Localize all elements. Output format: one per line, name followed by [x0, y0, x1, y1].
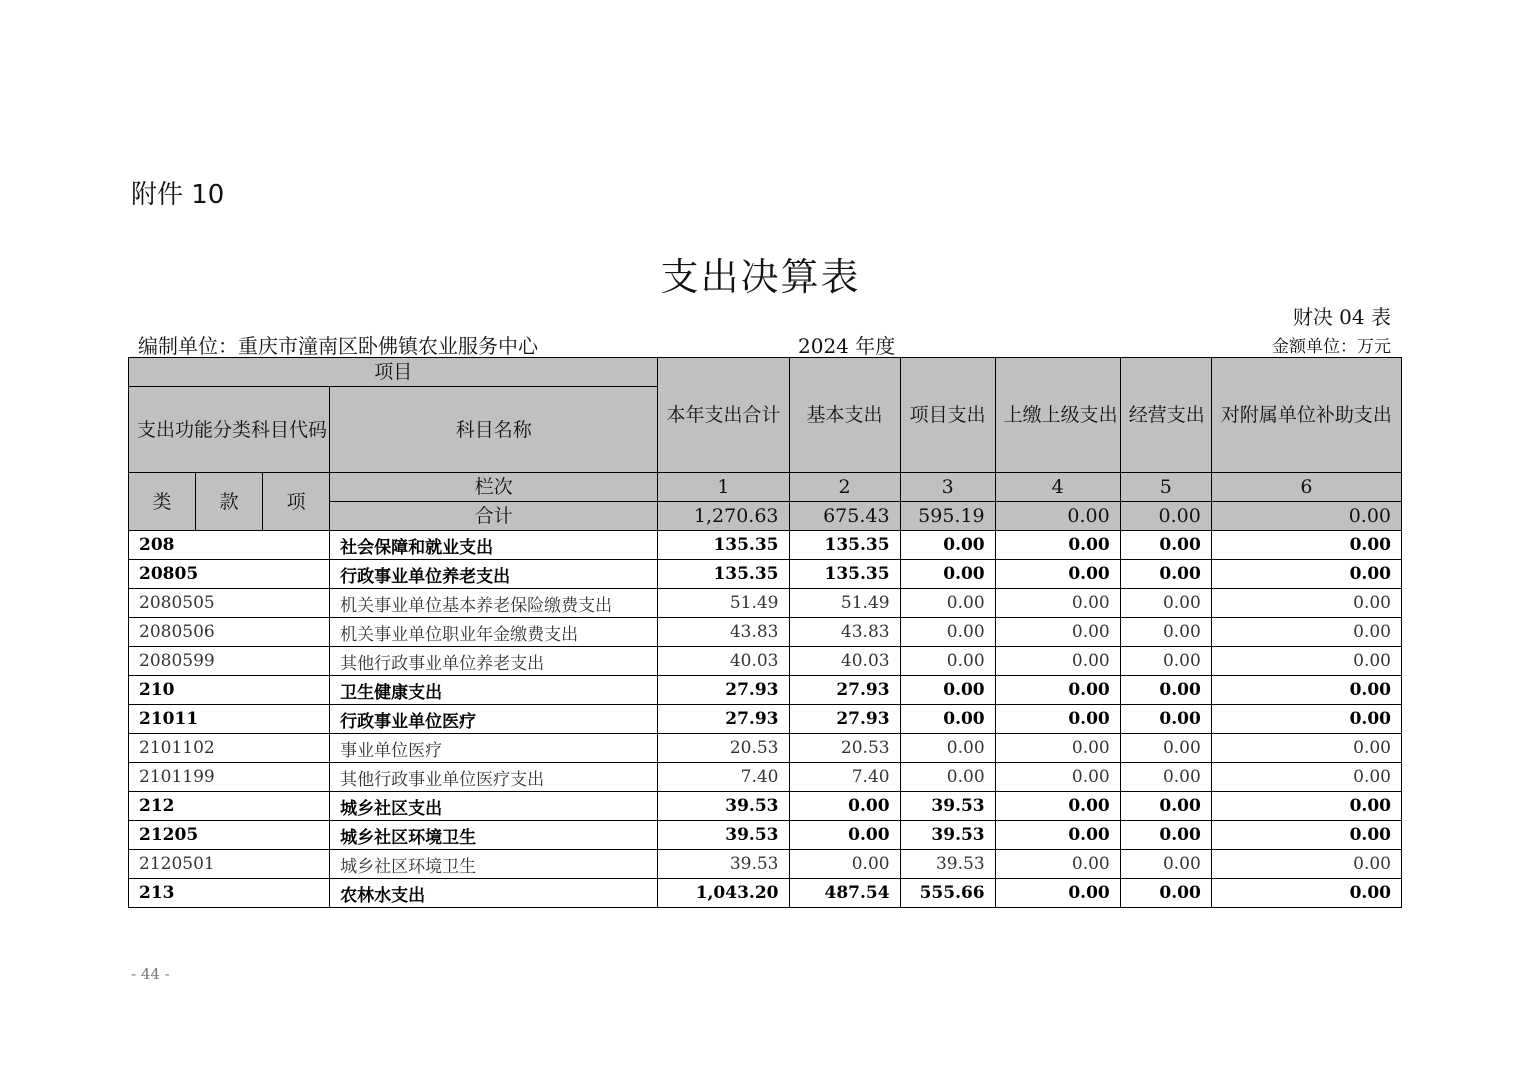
- row-value: 0.00: [995, 879, 1120, 908]
- table-row: [129, 531, 1402, 560]
- row-name: 其他行政事业单位养老支出: [330, 647, 658, 676]
- row-value: 20.53: [658, 734, 789, 763]
- header-n6: 6: [1211, 473, 1401, 502]
- row-value: 0.00: [995, 821, 1120, 850]
- row-value: 51.49: [658, 589, 789, 618]
- row-value: 0.00: [995, 763, 1120, 792]
- row-value: 0.00: [900, 560, 995, 589]
- row-value: 555.66: [900, 879, 995, 908]
- org-unit: 编制单位：重庆市潼南区卧佛镇农业服务中心: [138, 334, 538, 358]
- page-number: - 44 -: [131, 965, 170, 983]
- row-value: 39.53: [658, 821, 789, 850]
- row-code: 21205: [129, 821, 330, 850]
- row-value: 39.53: [900, 850, 995, 879]
- header-kuan: 款: [196, 473, 263, 531]
- header-n4: 4: [995, 473, 1120, 502]
- row-name: 卫生健康支出: [330, 676, 658, 705]
- total-value: 1,270.63: [658, 502, 789, 531]
- row-code: 20805: [129, 560, 330, 589]
- header-n5: 5: [1120, 473, 1211, 502]
- row-name: 农林水支出: [330, 879, 658, 908]
- row-name: 机关事业单位基本养老保险缴费支出: [330, 589, 658, 618]
- row-value: 0.00: [900, 763, 995, 792]
- row-value: 0.00: [1211, 763, 1401, 792]
- row-value: 0.00: [1120, 618, 1211, 647]
- row-name: 机关事业单位职业年金缴费支出: [330, 618, 658, 647]
- row-value: 43.83: [789, 618, 900, 647]
- row-value: 0.00: [1120, 792, 1211, 821]
- row-value: 0.00: [1211, 589, 1401, 618]
- row-value: 0.00: [995, 705, 1120, 734]
- row-value: 0.00: [995, 734, 1120, 763]
- row-code: 2080506: [129, 618, 330, 647]
- row-code: 210: [129, 676, 330, 705]
- row-value: 51.49: [789, 589, 900, 618]
- unit-line: [138, 330, 1391, 356]
- total-value: 0.00: [1211, 502, 1401, 531]
- total-label: 合计: [330, 502, 658, 531]
- page-title: 支出决算表: [660, 255, 861, 299]
- row-code: 2080599: [129, 647, 330, 676]
- row-value: 43.83: [658, 618, 789, 647]
- row-value: 0.00: [1120, 879, 1211, 908]
- row-value: 0.00: [789, 850, 900, 879]
- row-value: 39.53: [900, 821, 995, 850]
- row-value: 0.00: [900, 647, 995, 676]
- row-value: 0.00: [1211, 647, 1401, 676]
- row-value: 0.00: [1211, 531, 1401, 560]
- row-code: 2080505: [129, 589, 330, 618]
- header-func-code: 支出功能分类科目代码: [129, 387, 330, 473]
- row-value: 0.00: [1211, 560, 1401, 589]
- row-value: 40.03: [658, 647, 789, 676]
- row-value: 0.00: [789, 821, 900, 850]
- row-name: 其他行政事业单位医疗支出: [330, 763, 658, 792]
- row-code: 2101199: [129, 763, 330, 792]
- attachment-label: 附件 10: [131, 180, 225, 210]
- row-value: 27.93: [789, 705, 900, 734]
- table-row: [129, 676, 1402, 705]
- money-unit: 金额单位：万元: [1272, 337, 1391, 357]
- row-value: 0.00: [1120, 531, 1211, 560]
- row-value: 40.03: [789, 647, 900, 676]
- header-xiang: 项: [263, 473, 330, 531]
- row-value: 0.00: [1120, 763, 1211, 792]
- row-value: 0.00: [1211, 850, 1401, 879]
- row-value: 0.00: [1211, 676, 1401, 705]
- row-value: 39.53: [658, 792, 789, 821]
- row-name: 行政事业单位养老支出: [330, 560, 658, 589]
- row-name: 城乡社区支出: [330, 792, 658, 821]
- row-name: 事业单位医疗: [330, 734, 658, 763]
- header-col-business: 经营支出: [1120, 358, 1211, 473]
- row-value: 0.00: [1120, 705, 1211, 734]
- row-value: 0.00: [1120, 734, 1211, 763]
- row-value: 20.53: [789, 734, 900, 763]
- row-code: 2101102: [129, 734, 330, 763]
- row-value: 1,043.20: [658, 879, 789, 908]
- form-number: 财决 04 表: [1292, 305, 1391, 329]
- row-name: 行政事业单位医疗: [330, 705, 658, 734]
- row-name: 城乡社区环境卫生: [330, 850, 658, 879]
- row-code: 2120501: [129, 850, 330, 879]
- header-col-basic: 基本支出: [789, 358, 900, 473]
- table-body: [129, 531, 1402, 908]
- header-lei: 类: [129, 473, 196, 531]
- row-code: 21011: [129, 705, 330, 734]
- total-value: 595.19: [900, 502, 995, 531]
- row-value: 0.00: [995, 792, 1120, 821]
- row-value: 0.00: [995, 647, 1120, 676]
- row-code: 213: [129, 879, 330, 908]
- row-value: 0.00: [1120, 647, 1211, 676]
- row-value: 0.00: [900, 676, 995, 705]
- table-row: [129, 850, 1402, 879]
- row-value: 27.93: [658, 676, 789, 705]
- row-value: 135.35: [789, 531, 900, 560]
- table-row: [129, 560, 1402, 589]
- row-value: 0.00: [1120, 850, 1211, 879]
- row-value: 0.00: [1211, 618, 1401, 647]
- header-col-subsidy: 对附属单位补助支出: [1211, 358, 1401, 473]
- row-value: 0.00: [995, 850, 1120, 879]
- fiscal-year: 2024 年度: [798, 334, 896, 358]
- row-code: 212: [129, 792, 330, 821]
- row-value: 7.40: [658, 763, 789, 792]
- table-row: [129, 792, 1402, 821]
- table-row: [129, 821, 1402, 850]
- row-value: 135.35: [789, 560, 900, 589]
- row-value: 0.00: [995, 531, 1120, 560]
- row-value: 0.00: [1120, 821, 1211, 850]
- row-value: 27.93: [789, 676, 900, 705]
- row-value: 0.00: [900, 734, 995, 763]
- row-value: 0.00: [1211, 879, 1401, 908]
- row-value: 0.00: [1211, 792, 1401, 821]
- row-value: 0.00: [1211, 734, 1401, 763]
- table-header: [129, 358, 1402, 531]
- table-row: [129, 734, 1402, 763]
- row-value: 0.00: [1211, 705, 1401, 734]
- row-name: 城乡社区环境卫生: [330, 821, 658, 850]
- expenditure-table: [128, 357, 1402, 908]
- total-value: 675.43: [789, 502, 900, 531]
- row-value: 27.93: [658, 705, 789, 734]
- table-row: [129, 763, 1402, 792]
- row-value: 0.00: [1120, 589, 1211, 618]
- header-col-upper: 上缴上级支出: [995, 358, 1120, 473]
- row-value: 135.35: [658, 531, 789, 560]
- total-value: 0.00: [1120, 502, 1211, 531]
- row-value: 39.53: [900, 792, 995, 821]
- row-value: 0.00: [995, 618, 1120, 647]
- row-value: 7.40: [789, 763, 900, 792]
- header-n1: 1: [658, 473, 789, 502]
- total-value: 0.00: [995, 502, 1120, 531]
- row-value: 135.35: [658, 560, 789, 589]
- row-value: 39.53: [658, 850, 789, 879]
- row-value: 0.00: [995, 676, 1120, 705]
- row-value: 0.00: [995, 589, 1120, 618]
- header-lanci: 栏次: [330, 473, 658, 502]
- row-name: 社会保障和就业支出: [330, 531, 658, 560]
- table-row: [129, 589, 1402, 618]
- row-value: 487.54: [789, 879, 900, 908]
- row-value: 0.00: [995, 560, 1120, 589]
- header-n3: 3: [900, 473, 995, 502]
- table-row: [129, 618, 1402, 647]
- header-subject-name: 科目名称: [330, 387, 658, 473]
- header-project: 项目: [129, 358, 658, 387]
- row-value: 0.00: [1120, 676, 1211, 705]
- row-value: 0.00: [900, 618, 995, 647]
- row-value: 0.00: [900, 589, 995, 618]
- table-row: [129, 647, 1402, 676]
- row-value: 0.00: [789, 792, 900, 821]
- row-code: 208: [129, 531, 330, 560]
- header-n2: 2: [789, 473, 900, 502]
- row-value: 0.00: [900, 705, 995, 734]
- header-col-total: 本年支出合计: [658, 358, 789, 473]
- row-value: 0.00: [1120, 560, 1211, 589]
- header-col-project: 项目支出: [900, 358, 995, 473]
- row-value: 0.00: [1211, 821, 1401, 850]
- table-row: [129, 879, 1402, 908]
- row-value: 0.00: [900, 531, 995, 560]
- table-row: [129, 705, 1402, 734]
